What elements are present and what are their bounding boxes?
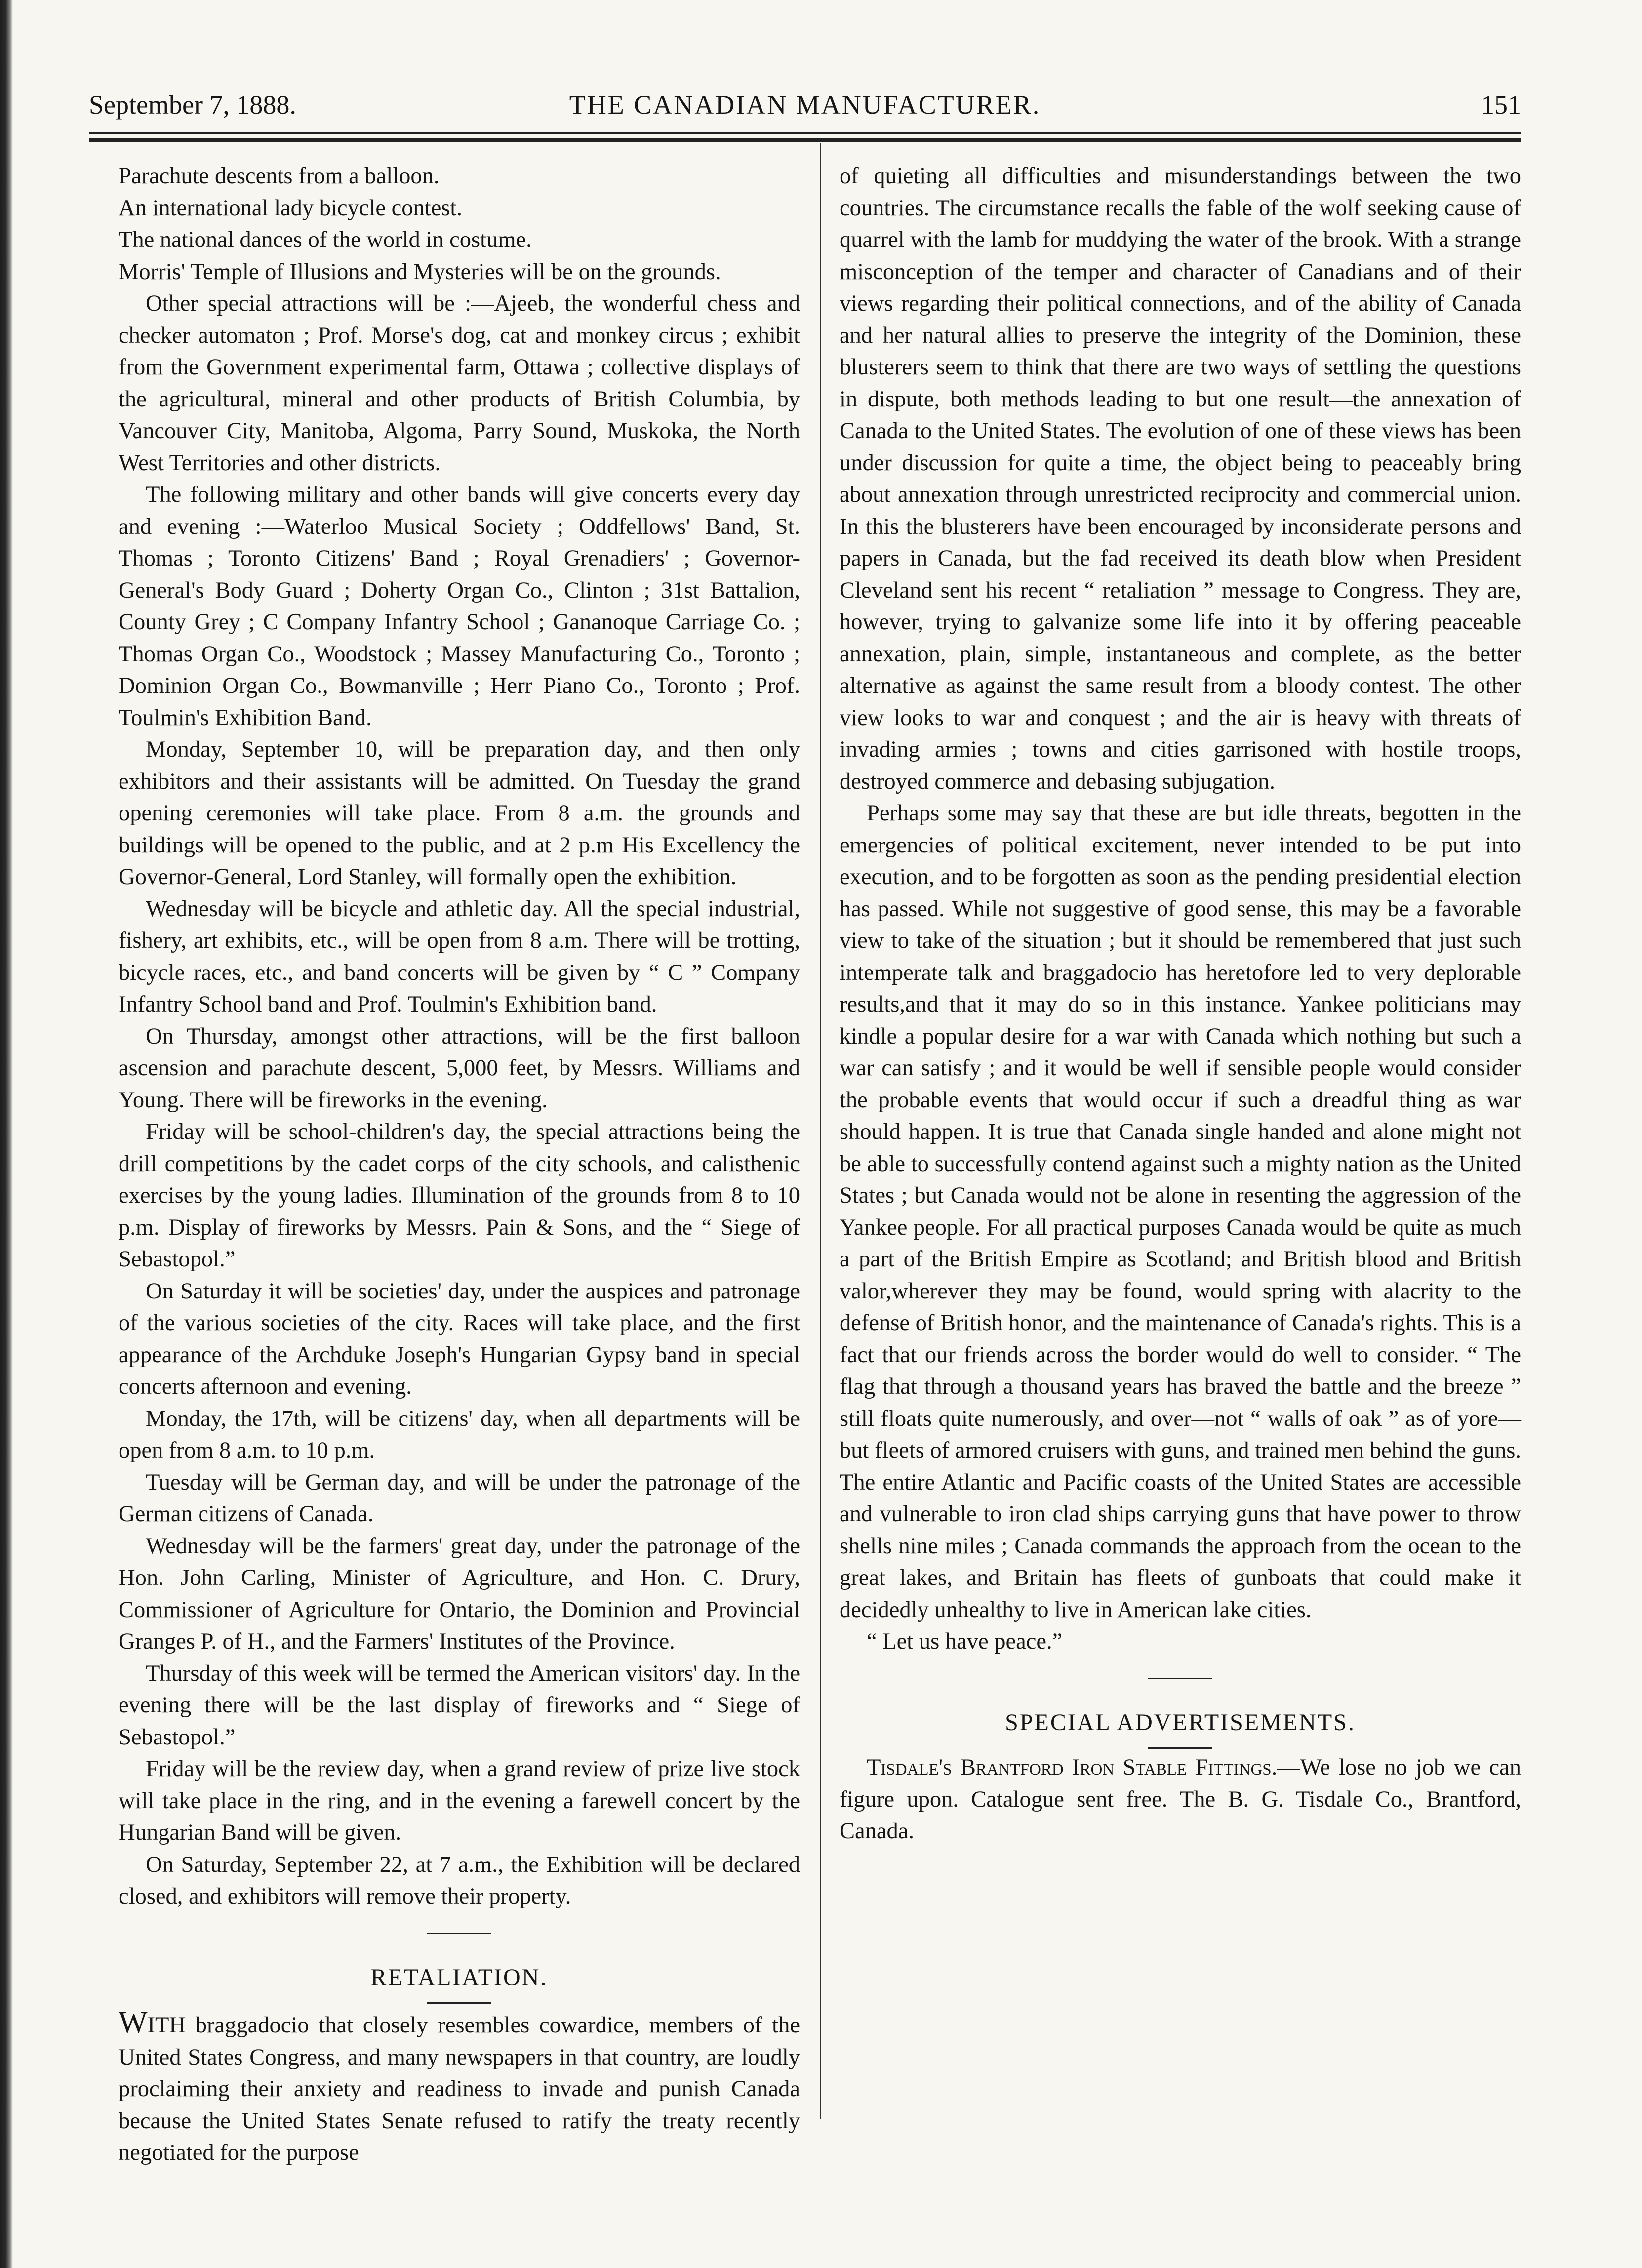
retaliation-paragraph-2: Perhaps some may say that these are but idle threats, begotten in the emergencies of political excitement, never intended to be put into execution, and to be forgotten as soon as the pending presidential election has passed. While not suggestive of good sense, this may be a favorable view to take of the situation ; but it should be remembered that just such intemperate talk and braggadocio has heretofore led to very deplorable results,and that it may do so in this instance. Yankee politicians may kindle a popular desire for a war with Canada which nothing but such a war can satisfy ; and it would be well if sensible people would consider the probable events that would occur if such a dreadful thing as war should happen. It is true that Canada single handed and alone might not be able to successfully contend against such a mighty nation as the United States ; but Canada would not be alone in resenting the aggression of the Yankee people. For all practical purposes Canada would be quite as much a part of the British Empire as Scotland; and British blood and British valor,wherever they may be found, would spring with alacrity to the defense of British honor, and the maintenance of Canada's rights. This is a fact that our friends across the border would do well to consider. “ The flag that through a thousand years has braved the battle and the breeze ” still floats quite numerously, and over—not “ walls of oak ” as of yore—but fleets of armored cruisers with guns, and trained men behind the guns. The entire Atlantic and Pacific coasts of the United States are accessible and vulnerable to iron clad ships carrying guns that have power to throw shells nine miles ; Canada commands the approach from the ocean to the great lakes, and Britain has fleets of gunboats that could make it decidedly unhealthy to live in American lake cities. — [840, 801, 1521, 1622]
publication-title: THE CANADIAN MANUFACTURER. — [569, 90, 1041, 120]
heading-underline — [1148, 1747, 1212, 1749]
page-number: 151 — [1481, 90, 1521, 120]
section-divider — [1148, 1678, 1212, 1679]
issue-date: September 7, 1888. — [89, 90, 296, 120]
scan-edge-shadow — [0, 0, 13, 2268]
farmers-day-paragraph: Wednesday will be the farmers' great day, under the patronage of the Hon. John Carling, Minister of Agriculture, and Hon. C. Drury, Commissioner of Agriculture for Ontario, the Dominion and Provincial Granges P. of H., and the Farmers' Institutes of the Province. — [119, 1533, 800, 1654]
saturday-paragraph: On Saturday it will be societies' day, under the auspices and patronage of the various societies of the city. Races will take place, and the first appearance of the Archduke Joseph's Hungarian Gypsy band in special concerts afternoon and evening. — [119, 1278, 800, 1399]
attraction-dances: The national dances of the world in costume. — [119, 227, 532, 252]
special-advertisements-heading: SPECIAL ADVERTISEMENTS. — [1005, 1709, 1356, 1736]
column-divider — [820, 143, 821, 2119]
left-column — [119, 161, 800, 2169]
retaliation-continued: of quieting all difficulties and misunderstandings between the two countries. The circumstance recalls the fable of the wolf seeking cause of quarrel with the lamb for muddying the water of the brook. With a strange misconception of the temper and character of Canadians and of their views regarding their political connections, and of the ability of Canada and her natural allies to preserve the integrity of the Dominion, these blusterers seem to think that there are two ways of settling the questions in dispute, both methods leading to but one result—the annexation of Canada to the United States. The evolution of one of these views has been under discussion for quite a time, the object being to peaceably bring about annexation through unrestricted reciprocity and commercial union. In this the blusterers have been encouraged by inconsiderate persons and papers in Canada, but the fad received its death blow when President Cleveland sent his recent “ retaliation ” message to Congress. They are, however, trying to galvanize some life into it by offering peaceable annexation, plain, simple, instantaneous and complete, as the better alternative as against the same result from a bloody contest. The other view looks to war and conquest ; and the air is heavy with threats of invading armies ; towns and cities garrisoned with hostile troops, destroyed commerce and debasing subjugation. — [840, 163, 1521, 794]
right-column — [840, 161, 1521, 1848]
retaliation-heading: RETALIATION. — [370, 1964, 548, 1990]
heading-underline — [427, 2002, 491, 2004]
thursday-paragraph: On Thursday, amongst other attractions, will be the first balloon ascension and parachute descent, 5,000 feet, by Messrs. Williams and Young. There will be fireworks in the evening. — [119, 1023, 800, 1113]
german-day-paragraph: Tuesday will be German day, and will be under the patronage of the German citizens of Canada. — [119, 1469, 800, 1527]
drop-initial: W — [119, 2006, 148, 2039]
lead-in-small-caps: ITH — [147, 2013, 186, 2038]
closing-day-paragraph: On Saturday, September 22, at 7 a.m., the Exhibition will be declared closed, and exhibitors will remove their property. — [119, 1852, 800, 1909]
attraction-temple-of-illusions: Morris' Temple of Illusions and Mysteries will be on the grounds. — [119, 259, 721, 284]
tisdale-advertisement — [840, 1752, 1521, 1848]
review-day-paragraph: Friday will be the review day, when a grand review of prize live stock will take place in the ring, and in the evening a farewell concert by the Hungarian Band will be given. — [119, 1756, 800, 1845]
attraction-bicycle-contest: An international lady bicycle contest. — [119, 195, 462, 221]
american-visitors-paragraph: Thursday of this week will be termed the American visitors' day. In the evening there will be the last display of fireworks and “ Siege of Sebastopol.” — [119, 1660, 800, 1750]
closing-quote: “ Let us have peace.” — [867, 1629, 1063, 1654]
advertisement-text: —We lose no job we can figure upon. Catalogue sent free. The B. G. Tisdale Co., Brantford, Canada. — [840, 1755, 1522, 1844]
bands-paragraph: The following military and other bands will give concerts every day and evening :—Waterloo Musical Society ; Oddfellows' Band, St. Thomas ; Toronto Citizens' Band ; Royal Grenadiers' ; Governor-General's Body Guard ; Doherty Organ Co., Clinton ; 31st Battalion, County Grey ; C Company Infantry School ; Gananoque Carriage Co. ; Thomas Organ Co., Woodstock ; Massey Manufacturing Co., Toronto ; Dominion Organ Co., Bowmanville ; Herr Piano Co., Toronto ; Prof. Toulmin's Exhibition Band. — [119, 482, 800, 730]
header-rule-thin — [89, 132, 1521, 134]
friday-paragraph: Friday will be school-children's day, the special attractions being the drill competitions by the cadet corps of the city schools, and calisthenic exercises by the young ladies. Illumination of the grounds from 8 to 10 p.m. Display of fireworks by Messrs. Pain & Sons, and the “ Siege of Sebastopol.” — [119, 1119, 800, 1272]
other-attractions-paragraph: Other special attractions will be :—Ajeeb, the wonderful chess and checker automaton ; Prof. Morse's dog, cat and monkey circus ; exhibit from the Government experimental farm, Ottawa ; collective displays of the agricultural, mineral and other products of British Columbia, by Vancouver City, Manitoba, Algoma, Parry Sound, Muskoka, the North West Territories and other districts. — [119, 291, 800, 476]
page-header — [89, 85, 1521, 124]
advertisement-lead: Tisdale's Brantford Iron Stable Fittings. — [867, 1755, 1278, 1780]
section-divider — [427, 1933, 491, 1934]
retaliation-text: braggadocio that closely resembles cowardice, members of the United States Congress, and many newspapers in that country, are loudly proclaiming their anxiety and readiness to invade and punish Canada because the United States Senate refused to ratify the treaty recently negotiated for the purpose — [119, 2013, 800, 2165]
retaliation-paragraph — [119, 2007, 800, 2169]
wednesday-paragraph: Wednesday will be bicycle and athletic day. All the special industrial, fishery, art exhibits, etc., will be open from 8 a.m. There will be trotting, bicycle races, etc., and band concerts will be given by “ C ” Company Infantry School band and Prof. Toulmin's Exhibition band. — [119, 896, 800, 1017]
monday-paragraph: Monday, September 10, will be preparation day, and then only exhibitors and their assistants will be admitted. On Tuesday the grand opening ceremonies will take place. From 8 a.m. the grounds and buildings will be opened to the public, and at 2 p.m His Excellency the Governor-General, Lord Stanley, will formally open the exhibition. — [119, 737, 800, 890]
monday-17th-paragraph: Monday, the 17th, will be citizens' day, when all departments will be open from 8 a.m. to 10 p.m. — [119, 1406, 800, 1463]
attraction-parachute: Parachute descents from a balloon. — [119, 163, 440, 189]
header-rule-thick — [89, 138, 1521, 142]
